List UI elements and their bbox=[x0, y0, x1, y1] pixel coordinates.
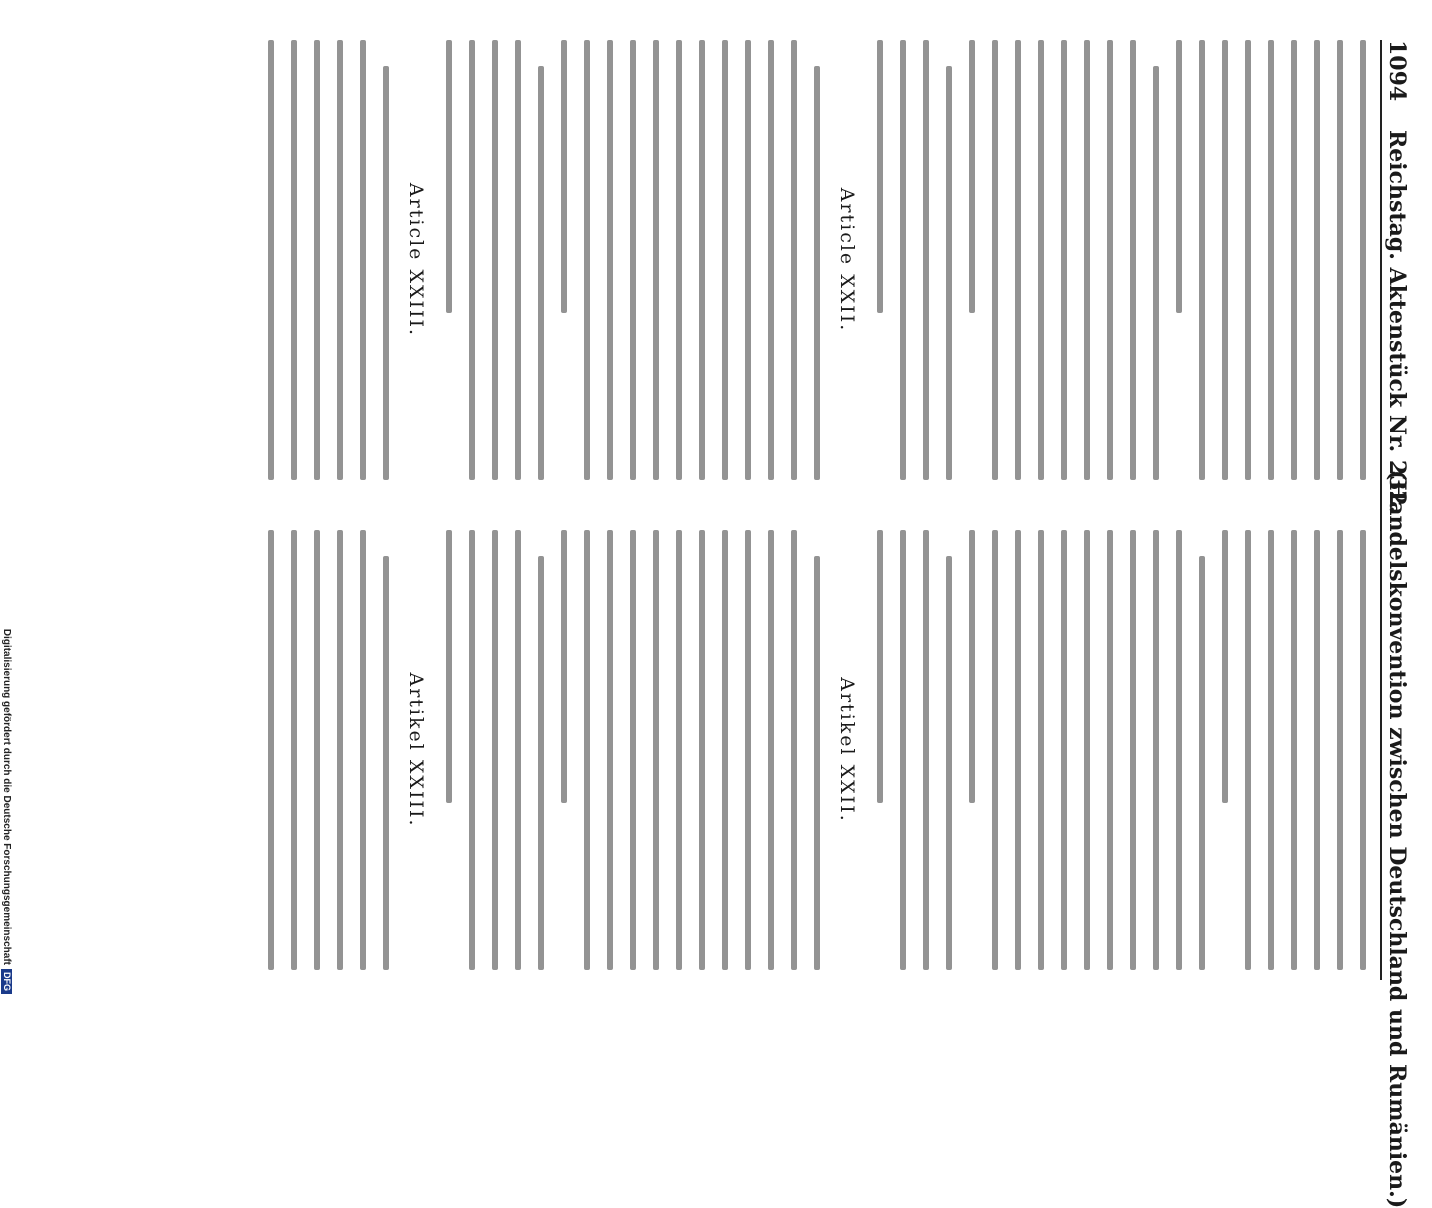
paragraph bbox=[268, 40, 389, 480]
paragraph bbox=[877, 530, 952, 970]
rotated-page-content bbox=[10, 0, 1432, 1208]
left-column bbox=[251, 40, 1366, 480]
section-heading: Artikel XXII. bbox=[836, 677, 858, 823]
header-rule bbox=[1380, 40, 1382, 980]
paragraph bbox=[969, 40, 1159, 480]
page-number: 1094 bbox=[1384, 40, 1410, 102]
paragraph bbox=[446, 40, 544, 480]
paragraph bbox=[969, 530, 1205, 970]
paragraph bbox=[446, 530, 544, 970]
paragraph bbox=[1222, 530, 1366, 970]
digitization-credit bbox=[0, 0, 14, 1000]
section-heading: Article XXIII. bbox=[405, 182, 427, 338]
header-right-title: (Handelskonvention zwischen Deutschland und Rumänien.) bbox=[1384, 470, 1410, 1208]
section-heading: Artikel XXIII. bbox=[405, 672, 427, 828]
paragraph bbox=[1176, 40, 1366, 480]
dfg-logo: DFG bbox=[2, 969, 13, 994]
paragraph bbox=[561, 40, 820, 480]
right-column bbox=[251, 530, 1366, 970]
paragraph bbox=[561, 530, 820, 970]
header-left-title: Reichstag. Aktenstück Nr. 232. bbox=[1384, 130, 1410, 514]
paragraph bbox=[268, 530, 389, 970]
scanned-page bbox=[10, 0, 1432, 1208]
section-heading: Article XXII. bbox=[836, 187, 858, 333]
paragraph bbox=[877, 40, 952, 480]
credit-text: Digitalisierung gefördert durch die Deutsche Forschungsgemeinschaft bbox=[1, 628, 13, 965]
